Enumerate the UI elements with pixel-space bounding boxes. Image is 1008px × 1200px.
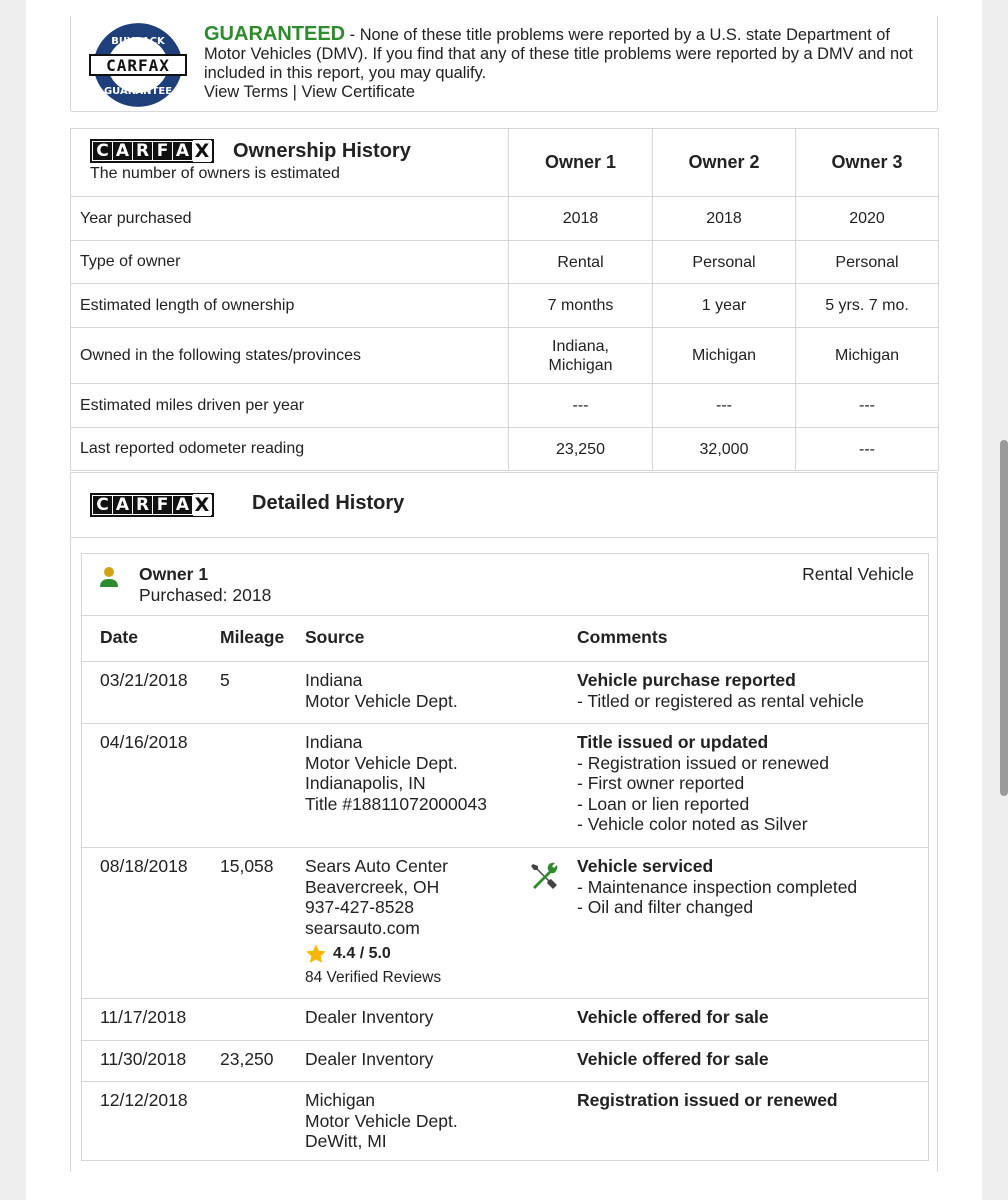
source-line: Indiana bbox=[305, 732, 363, 752]
view-certificate-link[interactable]: View Certificate bbox=[301, 83, 416, 101]
table-row bbox=[82, 724, 928, 848]
record-date: 11/17/2018 bbox=[100, 1007, 187, 1027]
comment-headline: Vehicle offered for sale bbox=[577, 1049, 769, 1069]
owner-3-value: --- bbox=[796, 384, 939, 428]
table-row bbox=[82, 1082, 928, 1161]
owner-1-header: Owner 1 bbox=[509, 129, 653, 197]
logo-letter: A bbox=[113, 142, 132, 160]
ownership-history-table bbox=[70, 128, 939, 471]
ownership-title: Ownership History bbox=[233, 139, 411, 162]
owner-3-value: Michigan bbox=[796, 328, 939, 384]
record-comments bbox=[577, 670, 922, 711]
view-terms-link[interactable]: View Terms bbox=[204, 83, 289, 101]
row-label: Estimated miles driven per year bbox=[71, 384, 509, 428]
comment-detail: - Maintenance inspection completed bbox=[577, 876, 858, 897]
history-header-row bbox=[82, 615, 928, 662]
owner-3-value: Personal bbox=[796, 241, 939, 284]
table-row bbox=[71, 384, 939, 428]
date-column-header: Date bbox=[100, 627, 138, 647]
logo-letter: A bbox=[113, 496, 132, 514]
guaranteed-label: GUARANTEED bbox=[204, 23, 346, 45]
carfax-logo bbox=[90, 493, 214, 517]
comment-detail: - Registration issued or renewed bbox=[577, 752, 829, 773]
table-row bbox=[71, 428, 939, 471]
owner-1-value: 23,250 bbox=[509, 428, 653, 471]
guarantee-description: - None of these title problems were reported by a U.S. state Department of Motor Vehicles (DMV). If you find that any of these title problems were reported by a DMV and not included in this report, you may qualify. bbox=[204, 26, 913, 82]
record-date: 08/18/2018 bbox=[100, 856, 188, 876]
owner-3-value: 2020 bbox=[796, 197, 939, 241]
logo-letter: F bbox=[153, 142, 172, 160]
comments-column-header: Comments bbox=[577, 627, 668, 647]
comment-headline: Vehicle purchase reported bbox=[577, 670, 796, 690]
source-line: DeWitt, MI bbox=[305, 1131, 387, 1152]
table-row bbox=[71, 284, 939, 328]
record-date: 03/21/2018 bbox=[100, 670, 188, 690]
record-mileage: 15,058 bbox=[220, 856, 274, 876]
comment-headline: Vehicle offered for sale bbox=[577, 1007, 769, 1027]
row-label: Last reported odometer reading bbox=[71, 428, 509, 471]
comment-detail: - Titled or registered as rental vehicle bbox=[577, 690, 864, 711]
logo-letter: C bbox=[93, 496, 112, 514]
record-mileage: 23,250 bbox=[220, 1049, 274, 1069]
logo-letter: X bbox=[194, 140, 210, 162]
record-source bbox=[305, 856, 535, 989]
detailed-history-title: Detailed History bbox=[252, 492, 405, 514]
owner-3-header: Owner 3 bbox=[796, 129, 939, 197]
owner-summary-bar bbox=[82, 554, 928, 616]
record-source bbox=[305, 1049, 535, 1070]
history-table bbox=[82, 615, 928, 1161]
source-line: Indianapolis, IN bbox=[305, 773, 426, 794]
owner-1-value: 7 months bbox=[509, 284, 653, 328]
vertical-scrollbar[interactable] bbox=[1000, 440, 1008, 796]
record-source bbox=[305, 732, 535, 814]
comment-detail: - Oil and filter changed bbox=[577, 897, 754, 918]
record-date: 12/12/2018 bbox=[100, 1090, 188, 1110]
report-page bbox=[26, 0, 982, 1200]
table-row bbox=[71, 328, 939, 384]
owner-1-value: 2018 bbox=[509, 197, 653, 241]
record-comments bbox=[577, 1007, 922, 1028]
table-row bbox=[71, 241, 939, 284]
row-label: Estimated length of ownership bbox=[71, 284, 509, 328]
comment-headline: Title issued or updated bbox=[577, 732, 769, 752]
source-line: Dealer Inventory bbox=[305, 1049, 434, 1069]
owner-2-value: 2018 bbox=[653, 197, 796, 241]
comment-headline: Vehicle serviced bbox=[577, 856, 714, 876]
verified-reviews-link[interactable]: 84 Verified Reviews bbox=[305, 969, 442, 987]
comment-headline: Registration issued or renewed bbox=[577, 1090, 838, 1110]
owner-1-value: Rental bbox=[509, 241, 653, 284]
seal-middle-text: CARFAX bbox=[106, 56, 170, 75]
person-icon bbox=[98, 566, 120, 588]
record-comments bbox=[577, 1049, 922, 1070]
source-line: Indiana bbox=[305, 670, 363, 690]
row-label: Owned in the following states/provinces bbox=[71, 328, 509, 384]
logo-letter: A bbox=[173, 496, 192, 514]
source-line: Motor Vehicle Dept. bbox=[305, 690, 458, 711]
record-source bbox=[305, 670, 535, 711]
dealer-rating bbox=[305, 943, 535, 965]
record-date: 04/16/2018 bbox=[100, 732, 188, 752]
logo-letter: X bbox=[194, 494, 210, 516]
record-date: 11/30/2018 bbox=[100, 1049, 187, 1069]
owner-name: Owner 1 bbox=[139, 564, 209, 584]
row-label: Type of owner bbox=[71, 241, 509, 284]
source-line: Title #18811072000043 bbox=[305, 793, 487, 814]
owner-2-value: 32,000 bbox=[653, 428, 796, 471]
logo-letter: R bbox=[133, 142, 152, 160]
owner-3-value: 5 yrs. 7 mo. bbox=[796, 284, 939, 328]
record-source bbox=[305, 1090, 535, 1152]
table-row bbox=[82, 848, 928, 999]
link-separator: | bbox=[288, 83, 302, 101]
owner-2-header: Owner 2 bbox=[653, 129, 796, 197]
logo-letter: C bbox=[93, 142, 112, 160]
logo-letter: F bbox=[153, 496, 172, 514]
owner-3-value: --- bbox=[796, 428, 939, 471]
logo-letter: R bbox=[133, 496, 152, 514]
owner-type: Rental Vehicle bbox=[802, 564, 914, 584]
guarantee-box bbox=[70, 16, 938, 112]
source-line: Motor Vehicle Dept. bbox=[305, 1110, 458, 1131]
owner-1-value: --- bbox=[509, 384, 653, 428]
wrench-screwdriver-service-icon bbox=[528, 860, 560, 892]
seal-top-text: BUYBACK bbox=[111, 36, 165, 47]
source-line: Sears Auto Center bbox=[305, 856, 448, 876]
guarantee-text bbox=[204, 25, 924, 102]
row-label: Year purchased bbox=[71, 197, 509, 241]
comment-detail: - First owner reported bbox=[577, 773, 745, 794]
table-row bbox=[82, 1041, 928, 1082]
source-line: Beavercreek, OH bbox=[305, 876, 440, 897]
carfax-logo bbox=[90, 139, 214, 163]
ownership-subtitle: The number of owners is estimated bbox=[90, 165, 340, 182]
owner-1-card bbox=[81, 553, 929, 1161]
table-row bbox=[71, 197, 939, 241]
owner-2-value: Michigan bbox=[653, 328, 796, 384]
seal-bottom-text: GUARANTEE bbox=[103, 86, 173, 97]
source-line: Motor Vehicle Dept. bbox=[305, 752, 458, 773]
source-line: Dealer Inventory bbox=[305, 1007, 434, 1027]
mileage-column-header: Mileage bbox=[220, 627, 285, 647]
comment-detail: - Vehicle color noted as Silver bbox=[577, 814, 808, 835]
guarantee-links bbox=[204, 83, 924, 102]
star-icon bbox=[305, 943, 327, 965]
source-line: 937-427-8528 bbox=[305, 897, 414, 918]
owner-2-value: Personal bbox=[653, 241, 796, 284]
record-comments bbox=[577, 1090, 922, 1111]
source-website-link[interactable]: searsauto.com bbox=[305, 917, 420, 938]
record-comments bbox=[577, 856, 922, 918]
owner-2-value: 1 year bbox=[653, 284, 796, 328]
owner-purchased: Purchased: 2018 bbox=[139, 585, 272, 605]
detailed-history-header bbox=[71, 473, 937, 538]
logo-letter: A bbox=[173, 142, 192, 160]
comment-detail: - Loan or lien reported bbox=[577, 793, 750, 814]
buyback-guarantee-seal-icon bbox=[88, 22, 188, 108]
record-comments bbox=[577, 732, 922, 835]
owner-1-value: Indiana, Michigan bbox=[509, 328, 653, 384]
ownership-header-row bbox=[71, 129, 939, 197]
source-line: Michigan bbox=[305, 1090, 376, 1110]
source-column-header: Source bbox=[305, 627, 365, 647]
record-source bbox=[305, 1007, 535, 1028]
owner-2-value: --- bbox=[653, 384, 796, 428]
table-row bbox=[82, 999, 928, 1041]
rating-value: 4.4 / 5.0 bbox=[333, 945, 391, 963]
detailed-history-section bbox=[70, 472, 938, 1172]
record-mileage: 5 bbox=[220, 670, 230, 690]
table-row bbox=[82, 662, 928, 724]
ownership-title-cell bbox=[71, 129, 509, 197]
